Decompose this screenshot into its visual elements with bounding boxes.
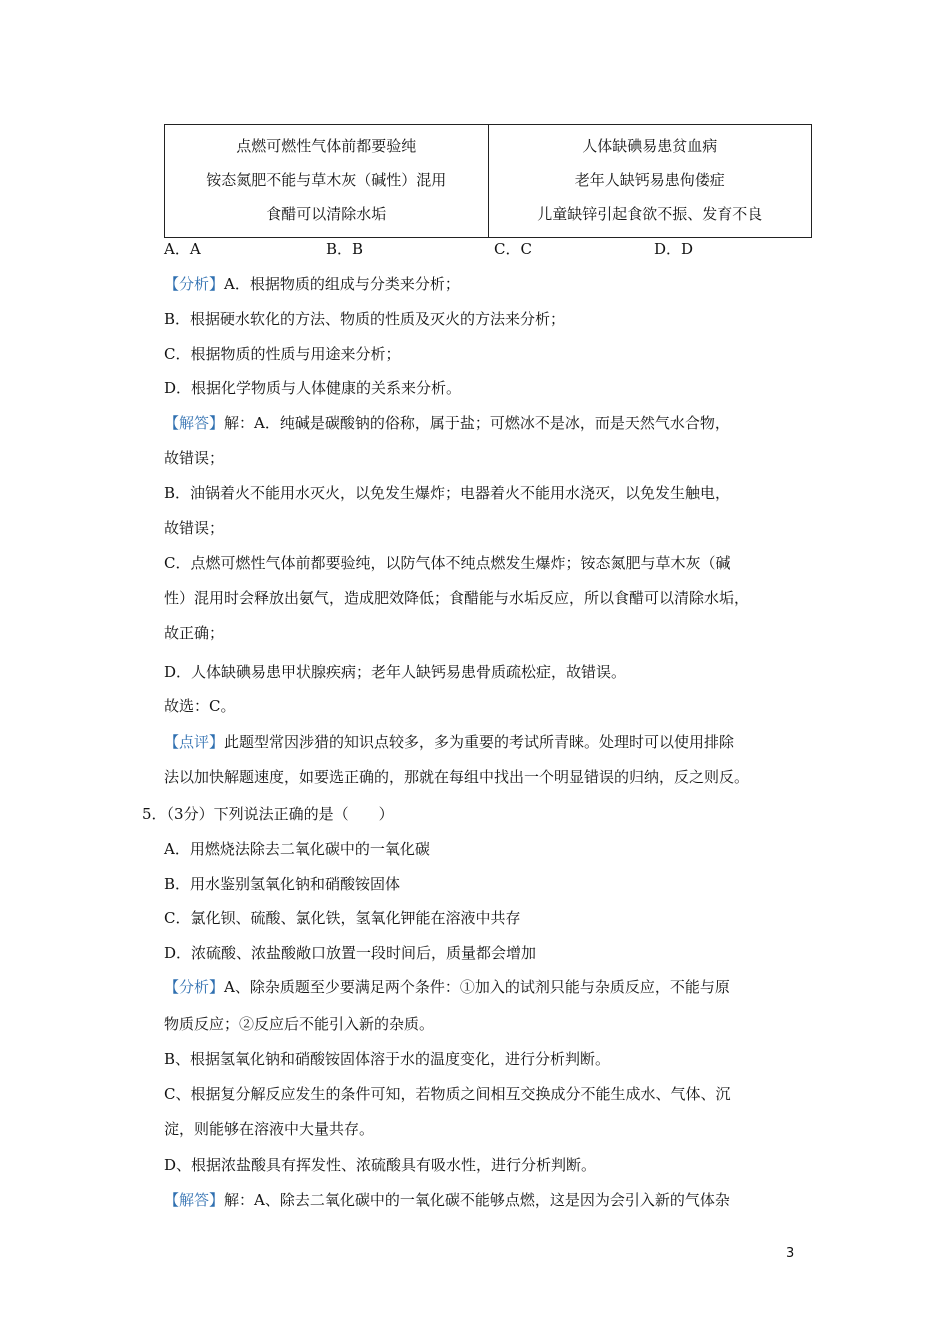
table-cell-c: [165, 125, 489, 238]
analysis-line: C、根据复分解反应发生的条件可知，若物质之间相互交换成分不能生成水、气体、沉: [164, 1085, 731, 1103]
table-cell-line: 食醋可以清除水垢: [266, 205, 387, 223]
comment-line: [164, 731, 734, 753]
answer-line: C．点燃可燃性气体前都要验纯，以防气体不纯点燃发生爆炸；铵态氮肥与草木灰（碱: [164, 554, 731, 572]
table-cell-line: 铵态氮肥不能与草木灰（碱性）混用: [206, 171, 447, 189]
answer-line: 故错误；: [164, 519, 225, 537]
analysis-line: B．根据硬水软化的方法、物质的性质及灭火的方法来分析；: [164, 310, 566, 328]
answer-text: 解：A、除去二氧化碳中的一氧化碳不能够点燃，这是因为会引入新的气体杂: [224, 1191, 730, 1209]
table-cell-line: 点燃可燃性气体前都要验纯: [236, 137, 417, 155]
analysis-line: [164, 273, 460, 295]
page-number: 3: [786, 1246, 795, 1261]
analysis-line: 物质反应；②反应后不能引入新的杂质。: [164, 1015, 435, 1033]
option-line: C．氯化钡、硫酸、氯化铁，氢氧化钾能在溶液中共存: [164, 909, 521, 927]
analysis-line: D．根据化学物质与人体健康的关系来分析。: [164, 379, 462, 397]
choice-b: B．B: [326, 240, 364, 258]
comment-line: 法以加快解题速度，如要选正确的，那就在每组中找出一个明显错误的归纳，反之则反。: [164, 768, 750, 786]
comment-text: 此题型常因涉猎的知识点较多，多为重要的考试所青睐。处理时可以使用排除: [224, 733, 735, 751]
analysis-line: C．根据物质的性质与用途来分析；: [164, 345, 401, 363]
analysis-line: 淀，则能够在溶液中大量共存。: [164, 1120, 375, 1138]
answer-line: [164, 1189, 730, 1211]
answer-line: 性）混用时会释放出氨气，造成肥效降低；食醋能与水垢反应，所以食醋可以清除水垢，: [164, 589, 750, 607]
option-line: B．用水鉴别氢氧化钠和硝酸铵固体: [164, 875, 401, 893]
question-stem: 5．（3分）下列说法正确的是（ ）: [142, 805, 394, 823]
analysis-tag: 【分析】: [164, 275, 225, 293]
analysis-text: A、除杂质题至少要满足两个条件：①加入的试剂只能与杂质反应，不能与原: [224, 978, 730, 996]
analysis-tag: 【分析】: [164, 978, 225, 996]
table-cell-line: 儿童缺锌引起食欲不振、发育不良: [537, 205, 763, 223]
choice-c: C．C: [494, 240, 532, 258]
option-line: D．浓硫酸、浓盐酸敞口放置一段时间后，质量都会增加: [164, 944, 537, 962]
options-table: [164, 124, 812, 238]
analysis-line: D、根据浓盐酸具有挥发性、浓硫酸具有吸水性，进行分析判断。: [164, 1156, 597, 1174]
answer-text: 解：A．纯碱是碳酸钠的俗称，属于盐；可燃冰不是冰，而是天然气水合物，: [224, 414, 730, 432]
analysis-line: [164, 976, 730, 998]
table-cell-line: 老年人缺钙易患佝偻症: [574, 171, 725, 189]
choice-d: D．D: [654, 240, 694, 258]
analysis-text: A．根据物质的组成与分类来分析；: [224, 275, 460, 293]
answer-tag: 【解答】: [164, 414, 225, 432]
answer-line: 故选：C。: [164, 697, 236, 715]
analysis-line: B、根据氢氧化钠和硝酸铵固体溶于水的温度变化，进行分析判断。: [164, 1050, 611, 1068]
comment-tag: 【点评】: [164, 733, 225, 751]
table-cell-line: 人体缺碘易患贫血病: [582, 137, 718, 155]
table-cell-d: [488, 125, 812, 238]
answer-line: 故错误；: [164, 449, 225, 467]
table-row: [165, 125, 812, 238]
option-line: A．用燃烧法除去二氧化碳中的一氧化碳: [164, 840, 430, 858]
answer-line: B．油锅着火不能用水灭火，以免发生爆炸；电器着火不能用水浇灭，以免发生触电，: [164, 484, 731, 502]
answer-tag: 【解答】: [164, 1191, 225, 1209]
answer-line: 故正确；: [164, 624, 225, 642]
choice-a: A．A: [164, 240, 201, 258]
answer-line: [164, 412, 730, 434]
answer-line: D．人体缺碘易患甲状腺疾病；老年人缺钙易患骨质疏松症，故错误。: [164, 663, 627, 681]
